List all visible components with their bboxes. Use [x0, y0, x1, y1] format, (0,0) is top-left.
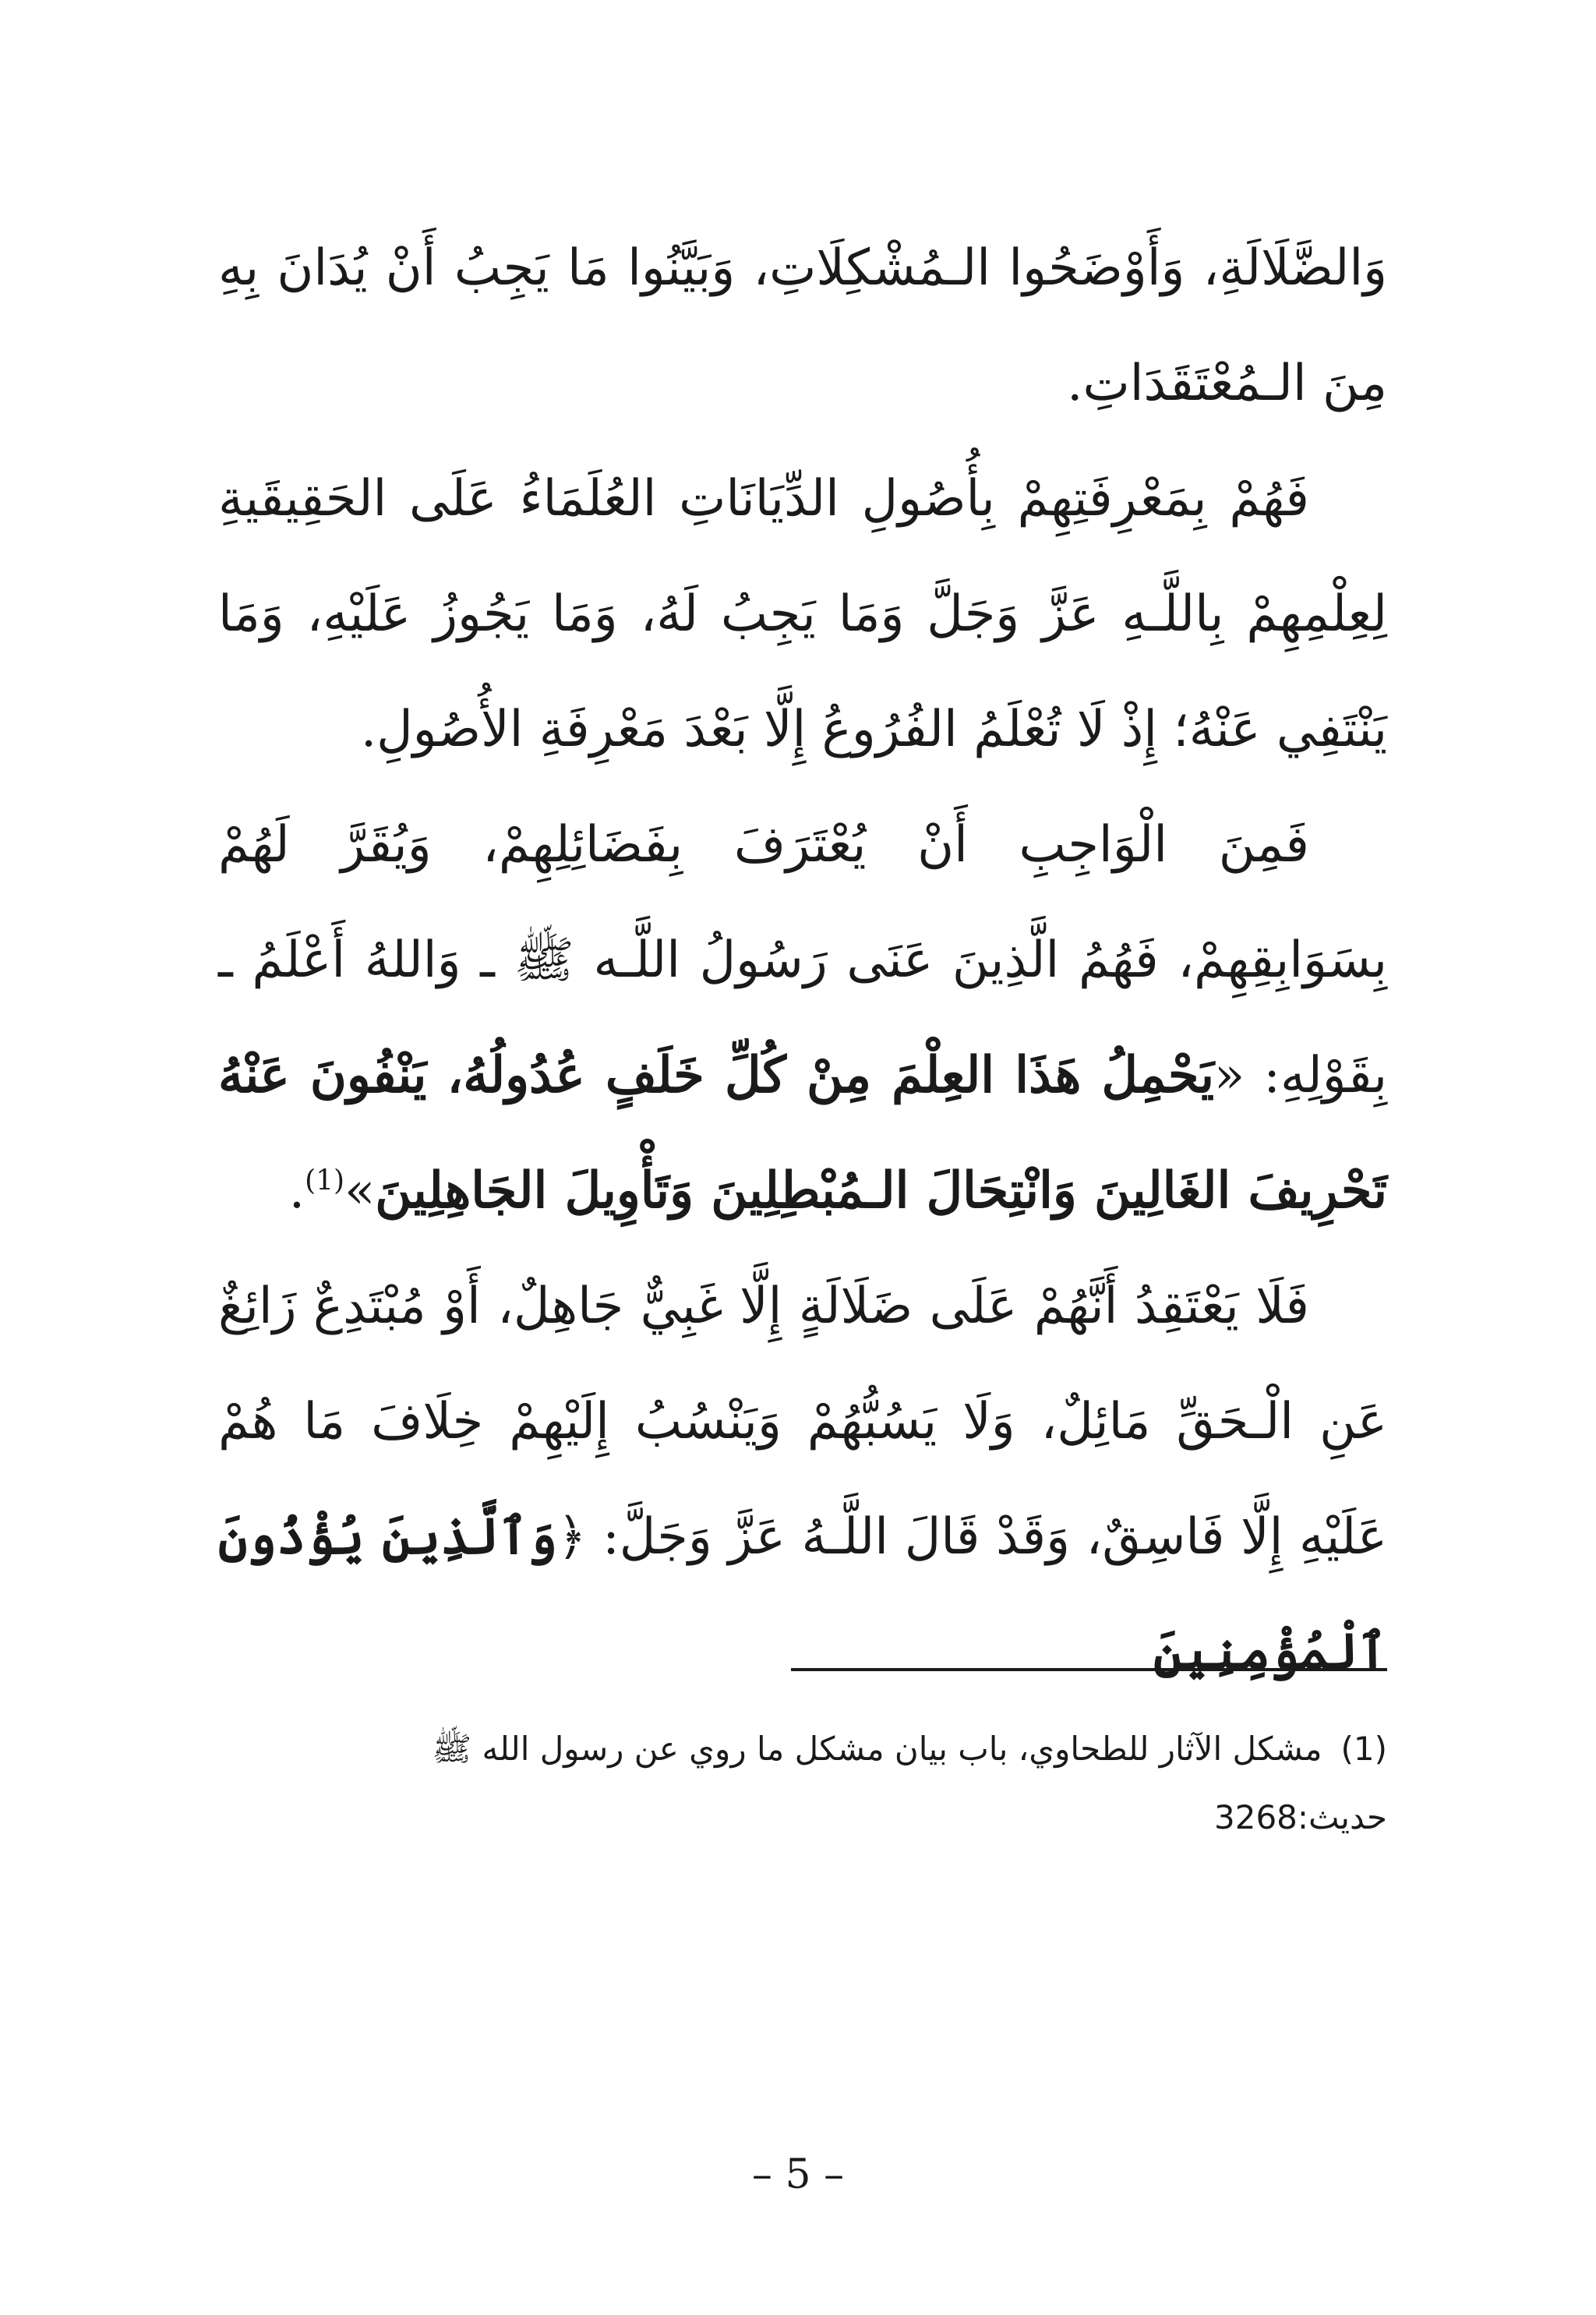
footnote-hadith-label: حديث: — [1297, 1798, 1387, 1836]
paragraph-text: » — [344, 1162, 376, 1220]
paragraph — [218, 787, 1387, 1249]
footnote — [218, 1715, 1387, 1852]
paragraph — [218, 1249, 1387, 1710]
footnote-text: مشكل الآثار للطحاوي، باب بيان مشكل ما روي عن رسول الله ﷺ — [432, 1730, 1322, 1768]
paragraph — [218, 441, 1387, 787]
footnote-hadith-number: 3268 — [1214, 1798, 1298, 1836]
footnote-number: (1) — [1340, 1730, 1387, 1768]
paragraph-text: . — [288, 1162, 305, 1220]
footnote-hadith-line — [218, 1783, 1387, 1852]
page-number: – 5 – — [751, 2151, 845, 2198]
paragraph-text: فَلَا يَعْتَقِدُ أَنَّهُمْ عَلَى ضَلَالَةٍ إِلَّا غَبِيٌّ جَاهِلٌ، أَوْ مُبْتَدِعٌ زَائِغٌ عَنِ الْـحَقِّ مَائِلٌ، وَلَا يَسُبُّهُمْ وَيَنْسُبُ إِلَيْهِمْ خِلَافَ مَا هُمْ عَلَيْهِ إِلَّا فَاسِقٌ، وَقَدْ قَالَ اللَّـهُ عَزَّ وَجَلَّ: ﴿ — [218, 1278, 1388, 1566]
footnote-reference: (1) — [305, 1165, 345, 1197]
quoted-text: يَحْمِلُ هَذَا العِلْمَ مِنْ كُلِّ خَلَفٍ عُدُولُهُ، يَنْفُونَ عَنْهُ تَحْرِيفَ الغَالِينَ وَانْتِحَالَ الـمُبْطِلِينَ وَتَأْوِيلَ الجَاهِلِينَ — [218, 1046, 1387, 1220]
main-text-block — [218, 210, 1387, 1710]
paragraph-text: فَهُمْ بِمَعْرِفَتِهِمْ بِأُصُولِ الدِّيَانَاتِ العُلَمَاءُ عَلَى الحَقِيقَيةِ لِعِلْمِهِمْ بِاللَّـهِ عَزَّ وَجَلَّ وَمَا يَجِبُ لَهُ، وَمَا يَجُوزُ عَلَيْهِ، وَمَا يَنْتَفِي عَنْهُ؛ إِذْ لَا تُعْلَمُ الفُرُوعُ إِلَّا بَعْدَ مَعْرِفَةِ الأُصُولِ. — [218, 470, 1387, 758]
paragraph — [218, 210, 1387, 441]
paragraph-text: فَمِنَ الْوَاجِبِ أَنْ يُعْتَرَفَ بِفَضَائِلِهِمْ، وَيُقَرَّ لَهُمْ بِسَوَابِقِهِمْ، فَهُمُ الَّذِينَ عَنَى رَسُولُ اللَّـه ﷺ ـ وَاللهُ أَعْلَمُ ـ بِقَوْلِهِ: « — [218, 816, 1388, 1104]
footnote-divider — [791, 1668, 1387, 1671]
quoted-text: وَٱلَّذِينَ يُؤْذُونَ ٱلْمُؤْمِنِينَ — [218, 1507, 1387, 1681]
paragraph-text: وَالضَّلَالَةِ، وَأَوْضَحُوا الـمُشْكِلَاتِ، وَبَيَّنُوا مَا يَجِبُ أَنْ يُدَانَ بِهِ مِنَ الـمُعْتَقَدَاتِ. — [218, 239, 1387, 412]
